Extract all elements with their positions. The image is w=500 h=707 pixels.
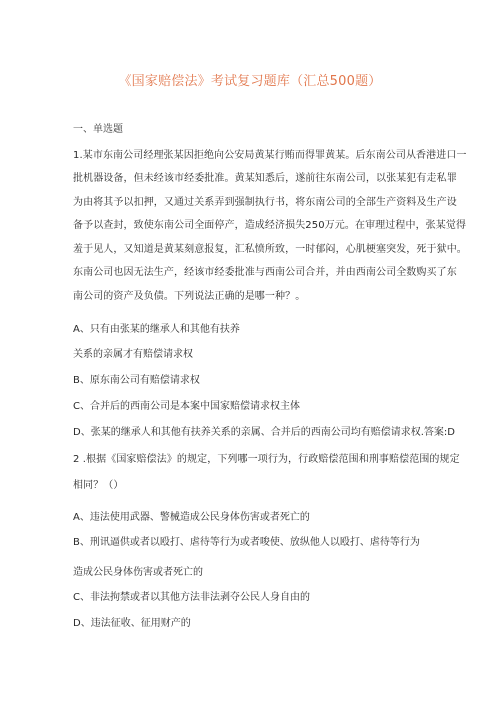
q2-option-c: C、非法拘禁或者以其他方法非法剥夺公民人身自由的 [73,592,310,603]
q1-option-a: A、只有由张某的继承人和其他有扶养 [73,324,240,335]
q2-line-2: 相同？（） [73,480,124,491]
q1-line-7: 南公司的资产及负债。下列说法正确的是哪一种？。 [73,291,306,302]
q1-line-1: 1.某市东南公司经理张某因拒绝向公安局黄某行贿而得罪黄某。后东南公司从香港进口一 [73,150,467,161]
q1-option-b: B、原东南公司有赔偿请求权 [73,375,200,386]
q1-line-3: 为由将其予以扣押，又通过关系弄到强制执行书，将东南公司的全部生产资料及生产设 [73,197,457,208]
q2-option-b-cont: 造成公民身体伤害或者死亡的 [73,567,203,578]
q2-line-1: 2 .根据《国家赔偿法》的规定，下列哪一项行为，行政赔偿范围和刑事赔偿范围的规定 [73,454,460,465]
q2-option-a: A、违法使用武器、警械造成公民身体伤害或者死亡的 [73,512,310,523]
q2-option-d: D、违法征收、征用财产的 [73,618,191,629]
document-title: 《国家赔偿法》考试复习题库（汇总500题） [118,74,382,89]
q1-line-5: 羞于见人，又知道是黄某刻意报复，汇私愤所致，一时郁闷，心肌梗塞突发，死于狱中。 [73,244,467,255]
q1-option-c: C、合并后的西南公司是本案中国家赔偿请求权主体 [73,401,300,412]
section-heading: 一、单选题 [73,124,123,135]
q1-option-a-cont: 关系的亲属才有赔偿请求权 [73,349,193,360]
q1-option-d: D、张某的继承人和其他有扶养关系的亲属、合并后的西南公司均有赔偿请求权.答案:D [73,427,455,438]
q2-option-b: B、刑讯逼供或者以殴打、虐待等行为或者唆使、放纵他人以殴打、虐待等行为 [73,537,420,548]
q1-line-4: 备予以查封，致使东南公司全面停产，造成经济损失250万元。在审理过程中，张某觉得 [73,220,467,231]
q1-line-6: 东南公司也因无法生产，经该市经委批准与西南公司合并，并由西南公司全数购买了东 [73,267,457,278]
q1-line-2: 批机器设备，但未经该市经委批准。黄某知悉后，遂前往东南公司，以张某犯有走私罪 [73,173,457,184]
